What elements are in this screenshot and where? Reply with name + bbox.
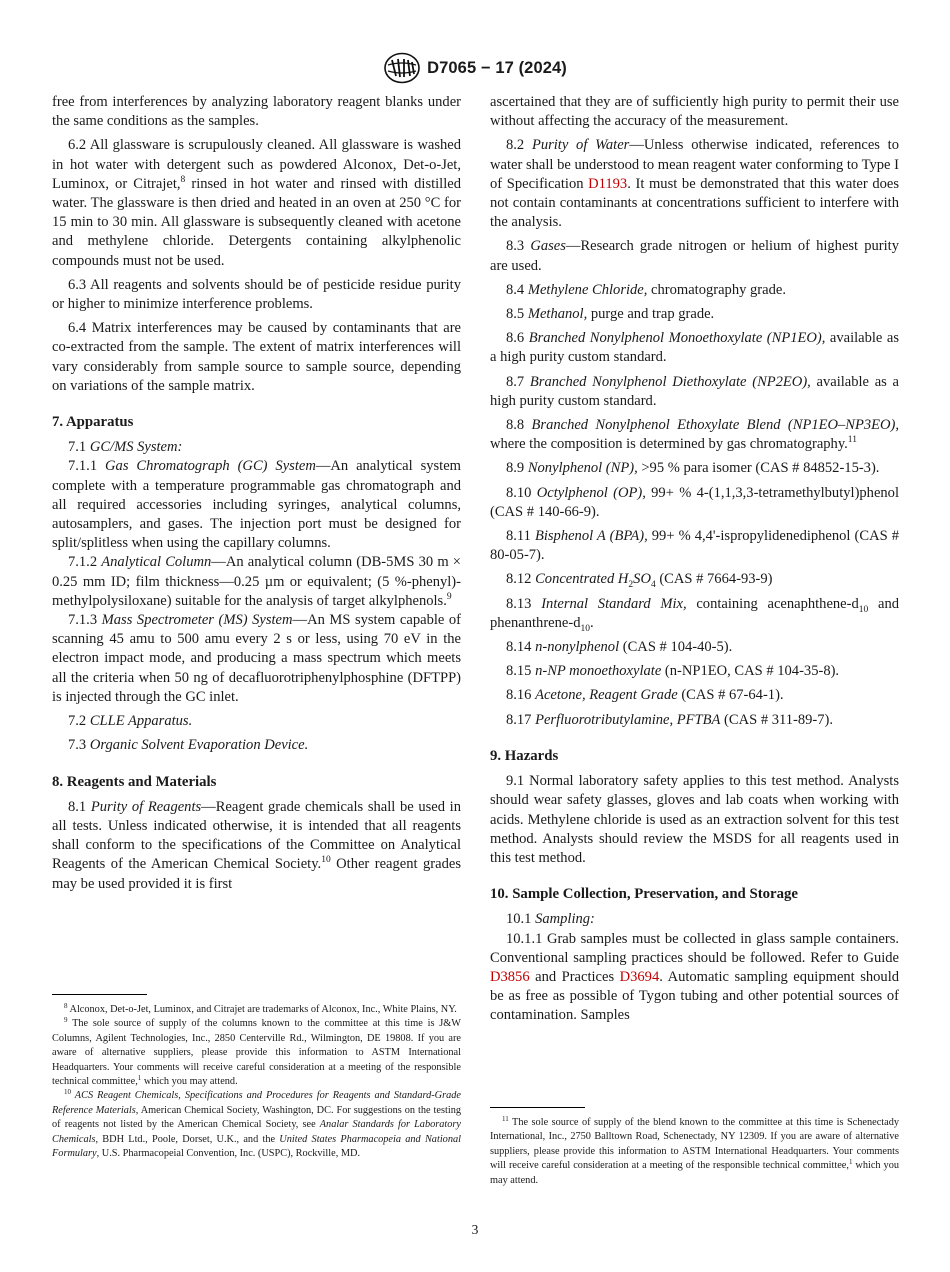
footnote-rule: [490, 1107, 585, 1108]
section-heading-apparatus: 7. Apparatus: [52, 414, 134, 431]
paragraph-8-3: 8.3 Gases—Research grade nitrogen or helium of highest purity are used.: [490, 238, 900, 274]
paragraph: free from interferences by analyzing laboratory reagent blanks under the same conditions as the samples.: [52, 94, 461, 130]
paragraph-9-1: 9.1 Normal laboratory safety applies to this test method. Analysts should wear safety glasses, gloves and lab coats when working with acids. Methylene chloride is used as an extraction solvent for this test method. Analysts should review the MSDS for all reagents used in this test method.: [490, 773, 899, 866]
paragraph-8-17: 8.17 Perfluorotributylamine, PFTBA (CAS # 311-89-7).: [506, 711, 834, 728]
paragraph-8-12: 8.12 Concentrated $H_2SO_4$ (CAS # 7664-93-9): [506, 571, 773, 591]
paragraph-10-1: 10.1 Sampling:: [506, 911, 595, 928]
paragraph-8-5: 8.5 Methanol, purge and trap grade.: [506, 306, 715, 323]
footnotes-left: [52, 1003, 461, 1161]
footnote-8: $^8$ Alconox, Det-o-Jet, Luminox, and Citrajet are trademarks of Alconox, Inc., White Plains, NY.: [64, 1002, 457, 1015]
footnote-10: $^{10}$ ACS Reagent Chemicals, Specifications and Procedures for Reagents and Standard-Grade Reference Materials, American Chemical Society, Washington, DC. For suggestions on the testing of reagents not listed by the American Chemical Society, see Analar Standards for Laboratory Chemicals, BDH Ltd., Poole, Dorset, U.K., and the United States Pharmacopeia and National Formulary, U.S. Pharmacopeial Convention, Inc. (USPC), Rockville, MD.: [52, 1088, 461, 1160]
paragraph-7-3: 7.3 Organic Solvent Evaporation Device.: [68, 737, 309, 754]
reference-link-d3694[interactable]: D3694: [619, 968, 660, 985]
document-id: D7065 − 17 (2024): [427, 58, 567, 77]
paragraph-7-2: 7.2 CLLE Apparatus.: [68, 713, 193, 730]
left-column: [52, 93, 461, 899]
section-heading-reagents: 8. Reagents and Materials: [52, 773, 217, 790]
reference-link-d3856[interactable]: D3856: [490, 968, 530, 985]
paragraph-8-9: 8.9 Nonylphenol (NP), >95 % para isomer (CAS # 84852-15-3).: [506, 460, 880, 477]
paragraph-8-8: 8.8 Branched Nonylphenol Ethoxylate Blend (NP1EO–NP3EO), where the composition is determined by gas chromatography.$^{11}$: [490, 417, 899, 453]
paragraph-8-15: 8.15 n-NP monoethoxylate (n-NP1EO, CAS # 104-35-8).: [506, 663, 840, 680]
paragraph-7-1-2: 7.1.2 Analytical Column—An analytical column (DB-5MS 30 m × 0.25 mm ID; film thickness—0.25 µm or equivalent; (5 %-phenyl)-methylpolysiloxane) suitable for the analysis of target alkylphenols.$^9$: [52, 554, 461, 609]
paragraph-8-4: 8.4 Methylene Chloride, chromatography grade.: [506, 281, 786, 298]
paragraph-8-13: 8.13 Internal Standard Mix, containing acenaphthene-$d_{10}$ and phenanthrene-$d_{10}$.: [490, 595, 900, 634]
paragraph-8-10: 8.10 Octylphenol (OP), 99+ % 4-(1,1,3,3-tetramethylbutyl)phenol (CAS # 140-66-9).: [490, 484, 899, 520]
paragraph-8-16: 8.16 Acetone, Reagent Grade (CAS # 67-64-1).: [506, 687, 784, 704]
paragraph: ascertained that they are of sufficiently high purity to permit their use without affecting the accuracy of the measurement.: [490, 94, 899, 130]
footnote-9: $^9$ The sole source of supply of the columns known to the committee at this time is J&W Columns, Agilent Technologies, Inc., 2850 Centerville Rd., Wilmington, DE 19808. If you are aware of alternative suppliers, please provide this information to ASTM International Headquarters. Your comments will receive careful consideration at a meeting of the responsible technical committee,$^1$ which you may attend.: [52, 1016, 461, 1088]
astm-logo-icon: [383, 52, 421, 84]
paragraph-8-6: 8.6 Branched Nonylphenol Monoethoxylate (NP1EO), available as a high purity custom standard.: [490, 330, 899, 366]
paragraph-10-1-1: 10.1.1 Grab samples must be collected in glass sample containers. Conventional sampling practices should be followed. Refer to Guide D3856 and Practices D3694. Automatic sampling equipment should be as free as possible of Tygon tubing and other potential sources of contamination. Samples: [490, 930, 900, 1024]
right-column: [490, 93, 899, 1031]
footnote-11: $^{11}$ The sole source of supply of the blend known to the committee at this time is Schenectady International, Inc., 2750 Balltown Road, Schenectady, NY 12309. If you are aware of alternative suppliers, please provide this information to ASTM International Headquarters. Your comments will receive careful consideration at a meeting of the responsible technical committee,$^1$ which you may attend.: [490, 1115, 899, 1186]
paragraph-7-1: 7.1 GC/MS System:: [68, 439, 183, 456]
paragraph-8-14: 8.14 n-nonylphenol (CAS # 104-40-5).: [506, 639, 733, 656]
footnotes-right: [490, 1116, 899, 1188]
section-heading-hazards: 9. Hazards: [490, 747, 559, 764]
page-header: [0, 52, 950, 84]
paragraph-6-2: 6.2 All glassware is scrupulously cleaned. All glassware is washed in hot water with detergent such as powdered Alconox, Det-o-Jet, Luminox, or Citrajet,$^8$ rinsed in hot water and rinsed with distilled water. The glassware is then dried and heated in an oven at 250 °C for 15 min to 30 min. All glassware is subsequently cleaned with acetone and methylene chloride. Detergents containing alkylphenolic compounds must not be used.: [52, 137, 461, 269]
page-number: 3: [471, 1222, 479, 1237]
footnote-rule: [52, 994, 147, 995]
paragraph-8-11: 8.11 Bisphenol A (BPA), 99+ % 4,4'-ispropylidenediphenol (CAS # 80-05-7).: [490, 528, 899, 564]
paragraph-6-4: 6.4 Matrix interferences may be caused by contaminants that are co-extracted from the sample. The extent of matrix interferences will vary considerably from sample source to sample source, depending on variations of the sample matrix.: [52, 320, 461, 394]
paragraph-6-3: 6.3 All reagents and solvents should be of pesticide residue purity or higher to minimize interference problems.: [52, 276, 461, 313]
section-heading-sample-collection: 10. Sample Collection, Preservation, and Storage: [490, 886, 798, 903]
paragraph-8-2: 8.2 Purity of Water—Unless otherwise indicated, references to water shall be understood to mean reagent water conforming to Type I of Specification D1193. It must be demonstrated that this water does not contain contaminants at concentrations sufficient to interfere with the analysis.: [490, 137, 899, 231]
paragraph-7-1-1: 7.1.1 Gas Chromatograph (GC) System—An analytical system complete with a temperature programmable gas chromatograph and all required accessories including syringes, analytical columns, autosamplers, and gases. The injection port must be designed for split/splitless when using the capillary columns.: [52, 458, 461, 552]
paragraph-7-1-3: 7.1.3 Mass Spectrometer (MS) System—An MS system capable of scanning 45 amu to 500 amu every 2 s or less, using 70 eV in the electron impact mode, and producing a mass spectrum which meets all the criteria when 50 ng of decafluorotriphenylphosphine (DFTPP) is injected through the GC inlet.: [52, 612, 462, 705]
reference-link-d1193[interactable]: D1193: [588, 175, 628, 192]
paragraph-8-7: 8.7 Branched Nonylphenol Diethoxylate (NP2EO), available as a high purity custom standard.: [490, 373, 900, 409]
paragraph-8-1: 8.1 Purity of Reagents—Reagent grade chemicals shall be used in all tests. Unless indicated otherwise, it is intended that all reagents shall conform to the specifications of the Committee on Analytical Reagents of the American Chemical Society.$^{10}$ Other reagent grades may be used provided it is first: [52, 798, 461, 892]
